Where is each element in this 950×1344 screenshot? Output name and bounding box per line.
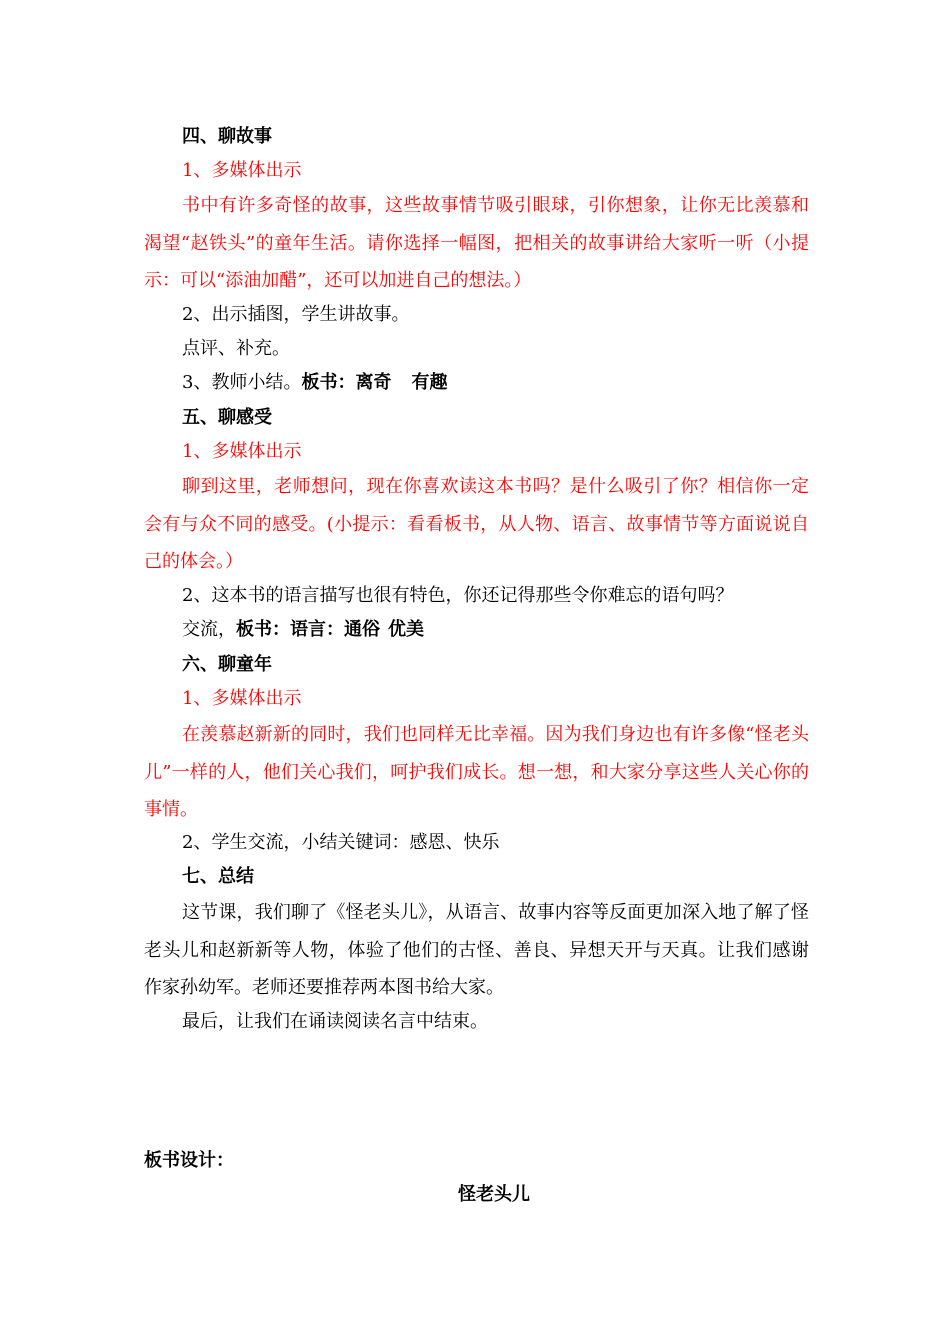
section-7-closing: 最后，让我们在诵读阅读名言中结束。 bbox=[182, 1011, 488, 1032]
section-5-item-1: 1、多媒体出示 bbox=[182, 441, 302, 462]
section-5-item-2: 2、这本书的语言描写也很有特色，你还记得那些令你难忘的语句吗？ bbox=[182, 585, 734, 606]
section-4-item-3-text: 3、教师小结。 bbox=[182, 372, 302, 393]
section-4-heading: 四、聊故事 bbox=[182, 126, 272, 147]
section-7-paragraph: 这节课，我们聊了《怪老头儿》，从语言、故事内容等反面更加深入地了解了怪老头儿和赵新新等人物，体验了他们的古怪、善良、异想天开与天真。让我们感谢作家孙幼军。老师还要推荐两本图书给大家。 bbox=[144, 902, 809, 998]
section-5-heading: 五、聊感受 bbox=[182, 407, 272, 428]
board-word-4: 优美 bbox=[388, 619, 424, 640]
section-4-item-2: 2、出示插图，学生讲故事。 bbox=[182, 304, 410, 325]
section-4-rest bbox=[144, 298, 809, 400]
section-4 bbox=[144, 120, 809, 188]
board-label-inline: 板书： bbox=[301, 372, 356, 393]
board-design-title: 怪老头儿 bbox=[458, 1184, 530, 1205]
section-5-exchange bbox=[144, 613, 809, 647]
board-label-inline-2: 板书：语言： bbox=[236, 619, 344, 640]
section-4-item-3 bbox=[144, 366, 809, 400]
section-6-heading: 六、聊童年 bbox=[182, 654, 272, 675]
section-7-heading: 七、总结 bbox=[182, 866, 254, 887]
section-4-paragraph: 书中有许多奇怪的故事，这些故事情节吸引眼球，引你想象，让你无比羡慕和渴望“赵铁头”的童年生活。请你选择一幅图，把相关的故事讲给大家听一听（小提示：可以“添油加醋”，还可以加进自己的想法。） bbox=[144, 195, 809, 291]
section-6-paragraph: 在羡慕赵新新的同时，我们也同样无比幸福。因为我们身边也有许多像“怪老头儿”一样的人，他们关心我们，呵护我们成长。想一想，和大家分享这些人关心你的事情。 bbox=[144, 724, 809, 820]
section-5 bbox=[144, 401, 809, 469]
section-6-item-2: 2、学生交流，小结关键词：感恩、快乐 bbox=[182, 832, 500, 853]
section-4-review: 点评、补充。 bbox=[182, 338, 290, 359]
board-design-label: 板书设计： bbox=[144, 1150, 234, 1171]
section-6-rest bbox=[144, 826, 809, 894]
section-7-rest bbox=[144, 1005, 809, 1039]
section-6 bbox=[144, 648, 809, 716]
board-word-1: 离奇 bbox=[355, 372, 392, 393]
section-5-exchange-text: 交流， bbox=[182, 619, 236, 640]
section-4-item-1: 1、多媒体出示 bbox=[182, 160, 302, 181]
section-5-paragraph: 聊到这里，老师想问，现在你喜欢读这本书吗？是什么吸引了你？相信你一定会有与众不同的感受。(小提示：看看板书，从人物、语言、故事情节等方面说说自己的体会。） bbox=[144, 476, 809, 572]
section-5-rest bbox=[144, 579, 809, 647]
board-word-2: 有趣 bbox=[411, 372, 448, 393]
board-word-3: 通俗 bbox=[344, 619, 380, 640]
section-6-item-1: 1、多媒体出示 bbox=[182, 688, 302, 709]
